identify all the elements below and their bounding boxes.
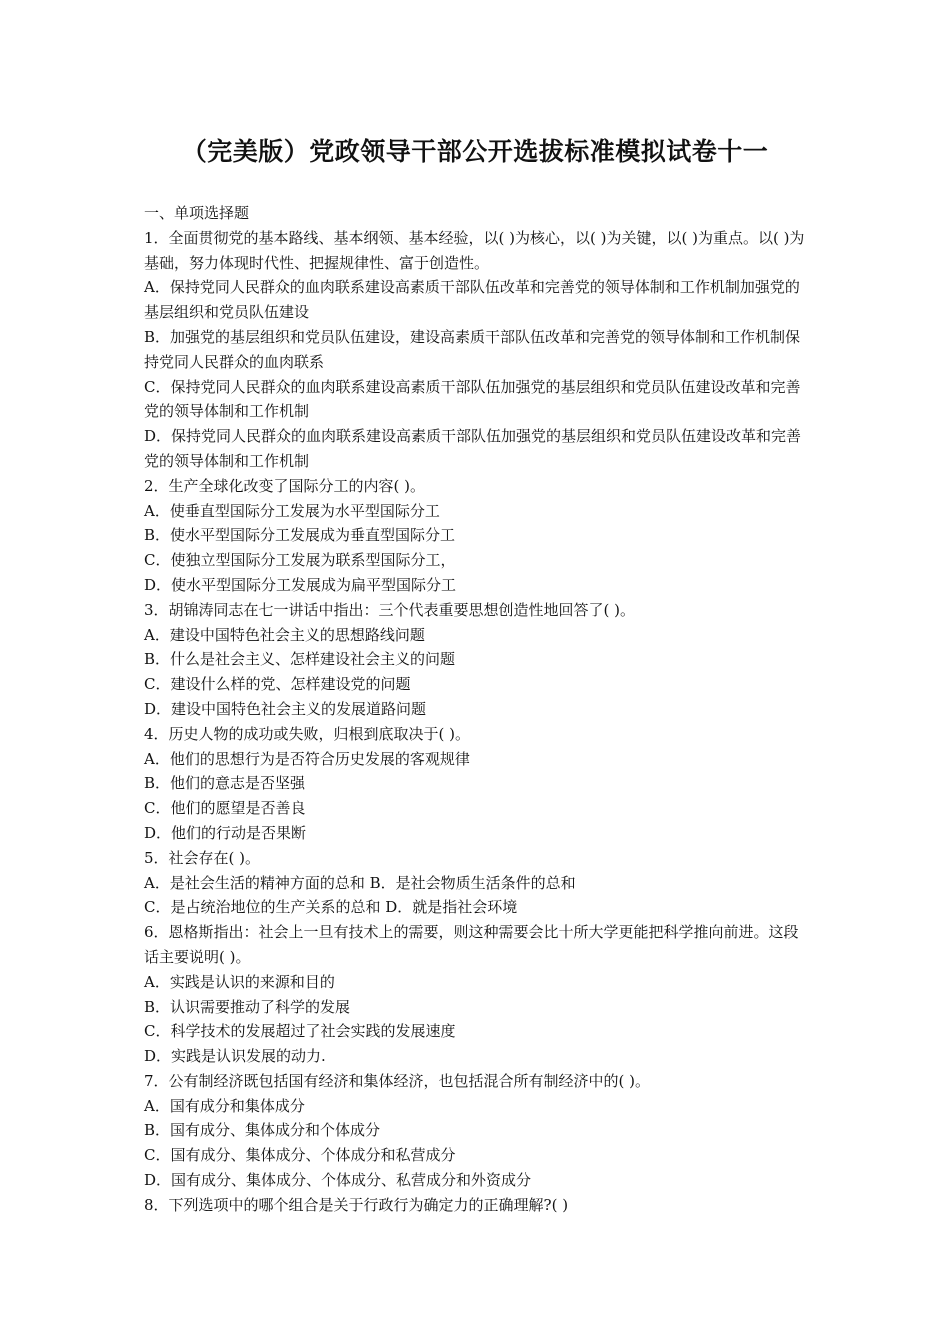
question-option: D．国有成分、集体成分、个体成分、私营成分和外资成分 — [144, 1171, 532, 1190]
question-option: A．实践是认识的来源和目的 — [144, 972, 335, 991]
question-option: B．使水平型国际分工发展成为垂直型国际分工 — [144, 526, 456, 545]
question-6 — [144, 920, 810, 1069]
question-stem: 4．历史人物的成功或失败，归根到底取决于( )。 — [144, 724, 471, 743]
question-7 — [144, 1069, 810, 1193]
question-option: B．认识需要推动了科学的发展 — [144, 997, 351, 1016]
question-stem: 6．恩格斯指出：社会上一旦有技术上的需要，则这种需要会比十所大学更能把科学推向前进。这段话主要说明( )。 — [144, 923, 799, 966]
question-stem: 3．胡锦涛同志在七一讲话中指出：三个代表重要思想创造性地回答了( )。 — [144, 600, 636, 619]
section-heading: 一、单项选择题 — [144, 204, 250, 222]
question-option: B．加强党的基层组织和党员队伍建设，建设高素质干部队伍改革和完善党的领导体制和工作机制保持党同人民群众的血肉联系 — [144, 327, 801, 371]
question-option: D．实践是认识发展的动力. — [144, 1047, 326, 1066]
question-2 — [144, 474, 810, 598]
question-1 — [144, 226, 810, 474]
question-option: A．建设中国特色社会主义的思想路线问题 — [144, 625, 425, 644]
question-option: B．什么是社会主义、怎样建设社会主义的问题 — [144, 650, 456, 669]
question-option: A．他们的思想行为是否符合历史发展的客观规律 — [144, 749, 470, 768]
question-4 — [144, 722, 810, 846]
question-stem: 2．生产全球化改变了国际分工的内容( )。 — [144, 476, 426, 495]
question-5 — [144, 846, 810, 920]
question-8 — [144, 1193, 810, 1218]
question-option: A．使垂直型国际分工发展为水平型国际分工 — [144, 501, 440, 520]
question-stem: 1．全面贯彻党的基本路线、基本纲领、基本经验，以( )为核心，以( )为关键，以( )为重点。以( )为基础，努力体现时代性、把握规律性、富于创造性。 — [144, 228, 805, 272]
question-option: B．他们的意志是否坚强 — [144, 774, 306, 793]
question-stem: 5．社会存在( )。 — [144, 848, 261, 867]
question-option: C．保持党同人民群众的血肉联系建设高素质干部队伍加强党的基层组织和党员队伍建设改革和完善党的领导体制和工作机制 — [144, 377, 801, 421]
question-option: C．使独立型国际分工发展为联系型国际分工， — [144, 551, 456, 570]
question-option: B．国有成分、集体成分和个体成分 — [144, 1121, 381, 1140]
question-option: D．建设中国特色社会主义的发展道路问题 — [144, 699, 427, 718]
question-option: C．国有成分、集体成分、个体成分和私营成分 — [144, 1146, 456, 1165]
question-option: C．是占统治地位的生产关系的总和 D．就是指社会环境 — [144, 898, 518, 917]
question-option: D．保持党同人民群众的血肉联系建设高素质干部队伍加强党的基层组织和党员队伍建设改革和完善党的领导体制和工作机制 — [144, 427, 802, 470]
document-title: （完美版）党政领导干部公开选拔标准模拟试卷十一 — [181, 137, 769, 166]
question-stem: 7．公有制经济既包括国有经济和集体经济，也包括混合所有制经济中的( )。 — [144, 1071, 651, 1090]
question-option: C．建设什么样的党、怎样建设党的问题 — [144, 675, 411, 694]
question-3 — [144, 598, 810, 722]
document-body — [144, 201, 810, 1218]
question-option: D．使水平型国际分工发展成为扁平型国际分工 — [144, 575, 457, 594]
question-option: A．是社会生活的精神方面的总和 B．是社会物质生活条件的总和 — [144, 873, 576, 892]
question-option: A．保持党同人民群众的血肉联系建设高素质干部队伍改革和完善党的领导体制和工作机制加强党的基层组织和党员队伍建设 — [144, 278, 800, 322]
question-option: D．他们的行动是否果断 — [144, 823, 307, 842]
question-stem: 8．下列选项中的哪个组合是关于行政行为确定力的正确理解?( ) — [144, 1195, 569, 1214]
question-option: C．他们的愿望是否善良 — [144, 799, 306, 818]
question-option: C．科学技术的发展超过了社会实践的发展速度 — [144, 1022, 456, 1041]
question-option: A．国有成分和集体成分 — [144, 1096, 305, 1115]
